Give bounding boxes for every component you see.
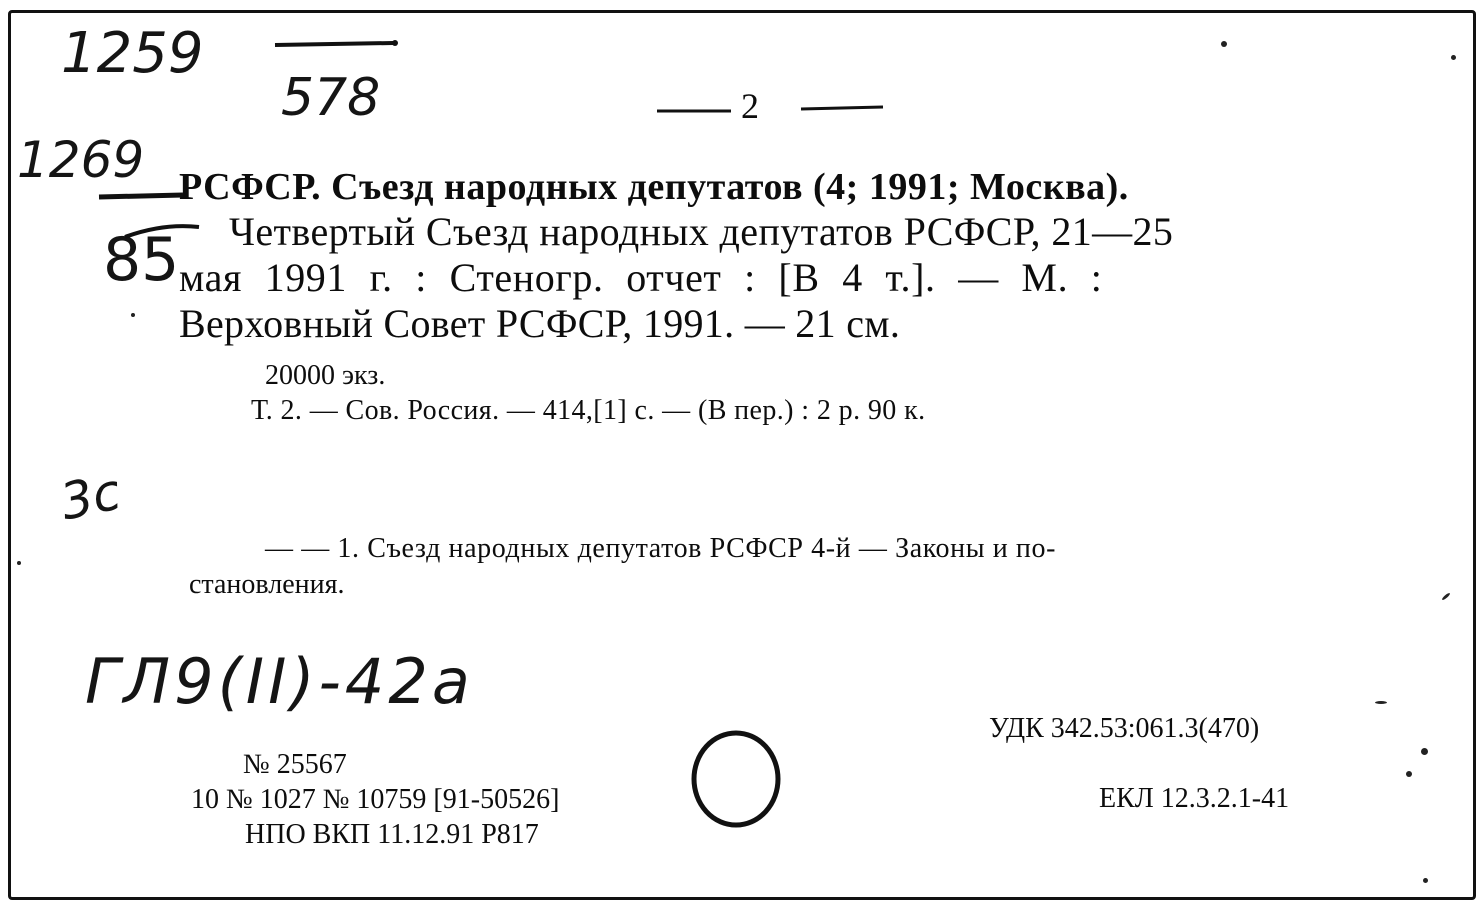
scan-speck: [1423, 878, 1428, 883]
entry-volume: Т. 2. — Сов. Россия. — 414,[1] с. — (В пер.) : 2 р. 90 к.: [251, 395, 926, 426]
handwritten-number-top: 1259: [61, 21, 204, 86]
handwritten-underline: [97, 187, 187, 203]
scan-speck: [131, 313, 135, 317]
footer-udk: УДК 342.53:061.3(470): [989, 713, 1260, 744]
scan-speck: [1221, 41, 1227, 47]
stamp-circle: [681, 721, 791, 831]
footer-order: 10 № 1027 № 10759 [91-50526]: [191, 784, 560, 815]
handwritten-shelf-mark: ГЛ9(II)-42а: [85, 645, 474, 718]
footer-ekl: ЕКЛ 12.3.2.1-41: [1099, 783, 1290, 814]
scan-speck: [17, 561, 21, 565]
scan-speck: [1406, 771, 1412, 777]
entry-line-2: мая 1991 г. : Стеногр. отчет : [В 4 т.]. — М. :: [179, 255, 1103, 300]
handwritten-arrow-line: [273, 33, 403, 53]
subject-line-1: — — 1. Съезд народных депутатов РСФСР 4-й — Законы и по-: [265, 533, 1056, 564]
catalog-card: [8, 10, 1476, 900]
subject-line-2: становления.: [189, 569, 345, 600]
scan-speck: [1441, 592, 1451, 601]
scan-speck: [1421, 748, 1428, 755]
scan-speck: [1451, 55, 1456, 60]
entry-heading: РСФСР. Съезд народных депутатов (4; 1991; Москва).: [179, 166, 1129, 208]
handwritten-number-left: 1269: [17, 131, 145, 189]
footer-number: № 25567: [243, 749, 347, 780]
entry-copies: 20000 экз.: [265, 360, 386, 391]
handwritten-number-below: 578: [281, 68, 381, 128]
handwritten-scrawl: 3с: [55, 462, 126, 532]
entry-line-1: Четвертый Съезд народных депутатов РСФСР, 21—25: [229, 209, 1174, 254]
entry-line-3: Верховный Совет РСФСР, 1991. — 21 см.: [179, 301, 901, 346]
scan-speck: [1375, 701, 1387, 704]
footer-publisher: НПО ВКП 11.12.91 Р817: [245, 819, 539, 850]
page-mark: [651, 87, 891, 127]
handwritten-85-stroke: [123, 221, 203, 241]
page-mark-number: 2: [741, 86, 759, 126]
handwritten-number-85: 85: [103, 225, 180, 295]
